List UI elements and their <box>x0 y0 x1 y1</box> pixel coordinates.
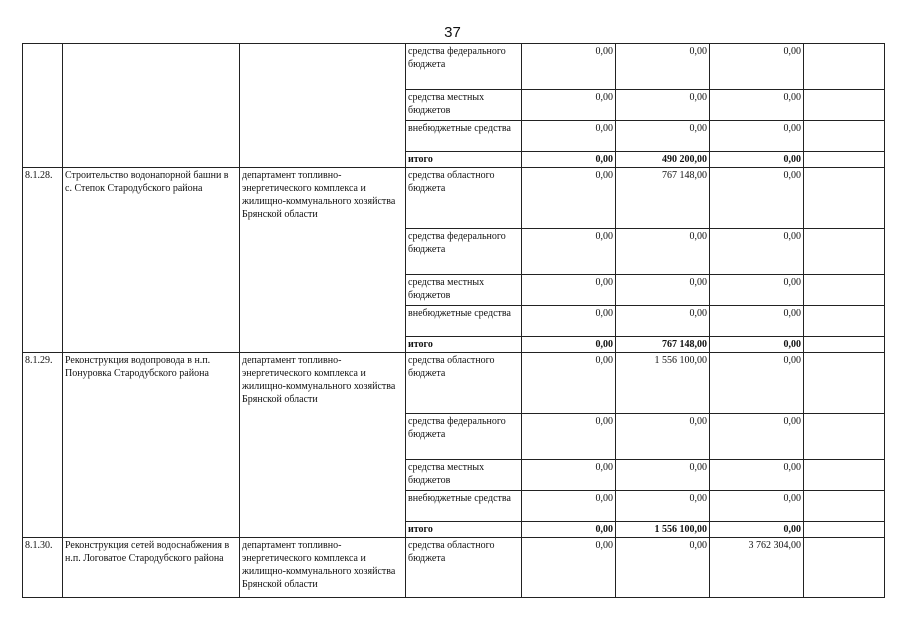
table-row <box>23 168 885 229</box>
source-cell: средства федерального бюджета <box>406 229 522 275</box>
value-cell: 0,00 <box>522 460 616 491</box>
empty-cell <box>804 121 885 152</box>
value-cell: 490 200,00 <box>616 152 710 168</box>
source-cell: внебюджетные средства <box>406 306 522 337</box>
value-cell: 0,00 <box>522 121 616 152</box>
value-cell: 0,00 <box>616 44 710 90</box>
value-cell: 0,00 <box>710 275 804 306</box>
value-cell: 0,00 <box>710 152 804 168</box>
source-cell: средства областного бюджета <box>406 538 522 598</box>
value-cell: 0,00 <box>522 337 616 353</box>
code-cell <box>23 44 63 168</box>
empty-cell <box>804 414 885 460</box>
value-cell: 0,00 <box>616 460 710 491</box>
value-cell: 0,00 <box>522 491 616 522</box>
value-cell: 0,00 <box>616 414 710 460</box>
empty-cell <box>804 168 885 229</box>
value-cell: 0,00 <box>522 275 616 306</box>
name-cell: Реконструкция водопровода в н.п. Понуровка Стародубского района <box>63 353 240 538</box>
value-cell: 0,00 <box>616 90 710 121</box>
source-cell: итого <box>406 522 522 538</box>
value-cell: 0,00 <box>710 491 804 522</box>
empty-cell <box>804 275 885 306</box>
funding-table <box>22 43 885 598</box>
value-cell: 0,00 <box>616 121 710 152</box>
value-cell: 0,00 <box>616 538 710 598</box>
source-cell: итого <box>406 152 522 168</box>
value-cell: 0,00 <box>522 353 616 414</box>
value-cell: 0,00 <box>522 538 616 598</box>
value-cell: 0,00 <box>522 229 616 275</box>
executor-cell: департамент топливно-энергетического комплекса и жилищно-коммунального хозяйства Брянской области <box>240 538 406 598</box>
value-cell: 0,00 <box>710 229 804 275</box>
value-cell: 0,00 <box>710 121 804 152</box>
empty-cell <box>804 522 885 538</box>
value-cell: 0,00 <box>710 337 804 353</box>
value-cell: 0,00 <box>522 414 616 460</box>
value-cell: 0,00 <box>616 229 710 275</box>
code-cell: 8.1.29. <box>23 353 63 538</box>
value-cell: 0,00 <box>710 460 804 491</box>
empty-cell <box>804 491 885 522</box>
empty-cell <box>804 90 885 121</box>
value-cell: 0,00 <box>710 90 804 121</box>
value-cell: 3 762 304,00 <box>710 538 804 598</box>
value-cell: 767 148,00 <box>616 168 710 229</box>
value-cell: 0,00 <box>616 275 710 306</box>
table-row <box>23 44 885 90</box>
source-cell: внебюджетные средства <box>406 121 522 152</box>
value-cell: 0,00 <box>710 522 804 538</box>
code-cell: 8.1.30. <box>23 538 63 598</box>
value-cell: 0,00 <box>522 522 616 538</box>
value-cell: 0,00 <box>616 306 710 337</box>
table-row <box>23 353 885 414</box>
value-cell: 0,00 <box>522 152 616 168</box>
empty-cell <box>804 152 885 168</box>
value-cell: 767 148,00 <box>616 337 710 353</box>
source-cell: средства местных бюджетов <box>406 90 522 121</box>
executor-cell <box>240 44 406 168</box>
empty-cell <box>804 337 885 353</box>
page-number: 37 <box>444 24 461 41</box>
value-cell: 0,00 <box>710 168 804 229</box>
source-cell: средства областного бюджета <box>406 353 522 414</box>
empty-cell <box>804 44 885 90</box>
source-cell: средства областного бюджета <box>406 168 522 229</box>
source-cell: средства федерального бюджета <box>406 414 522 460</box>
name-cell: Строительство водонапорной башни в с. Степок Стародубского района <box>63 168 240 353</box>
source-cell: средства местных бюджетов <box>406 460 522 491</box>
table-row <box>23 538 885 598</box>
value-cell: 1 556 100,00 <box>616 353 710 414</box>
source-cell: итого <box>406 337 522 353</box>
empty-cell <box>804 229 885 275</box>
value-cell: 1 556 100,00 <box>616 522 710 538</box>
executor-cell: департамент топливно-энергетического комплекса и жилищно-коммунального хозяйства Брянской области <box>240 168 406 353</box>
name-cell: Реконструкция сетей водоснабжения в н.п. Логоватое Стародубского района <box>63 538 240 598</box>
executor-cell: департамент топливно-энергетического комплекса и жилищно-коммунального хозяйства Брянской области <box>240 353 406 538</box>
code-cell: 8.1.28. <box>23 168 63 353</box>
source-cell: внебюджетные средства <box>406 491 522 522</box>
empty-cell <box>804 538 885 598</box>
value-cell: 0,00 <box>616 491 710 522</box>
value-cell: 0,00 <box>522 306 616 337</box>
name-cell <box>63 44 240 168</box>
source-cell: средства местных бюджетов <box>406 275 522 306</box>
value-cell: 0,00 <box>710 44 804 90</box>
value-cell: 0,00 <box>710 414 804 460</box>
value-cell: 0,00 <box>710 306 804 337</box>
value-cell: 0,00 <box>522 168 616 229</box>
empty-cell <box>804 306 885 337</box>
value-cell: 0,00 <box>522 44 616 90</box>
empty-cell <box>804 460 885 491</box>
source-cell: средства федерального бюджета <box>406 44 522 90</box>
value-cell: 0,00 <box>522 90 616 121</box>
value-cell: 0,00 <box>710 353 804 414</box>
empty-cell <box>804 353 885 414</box>
